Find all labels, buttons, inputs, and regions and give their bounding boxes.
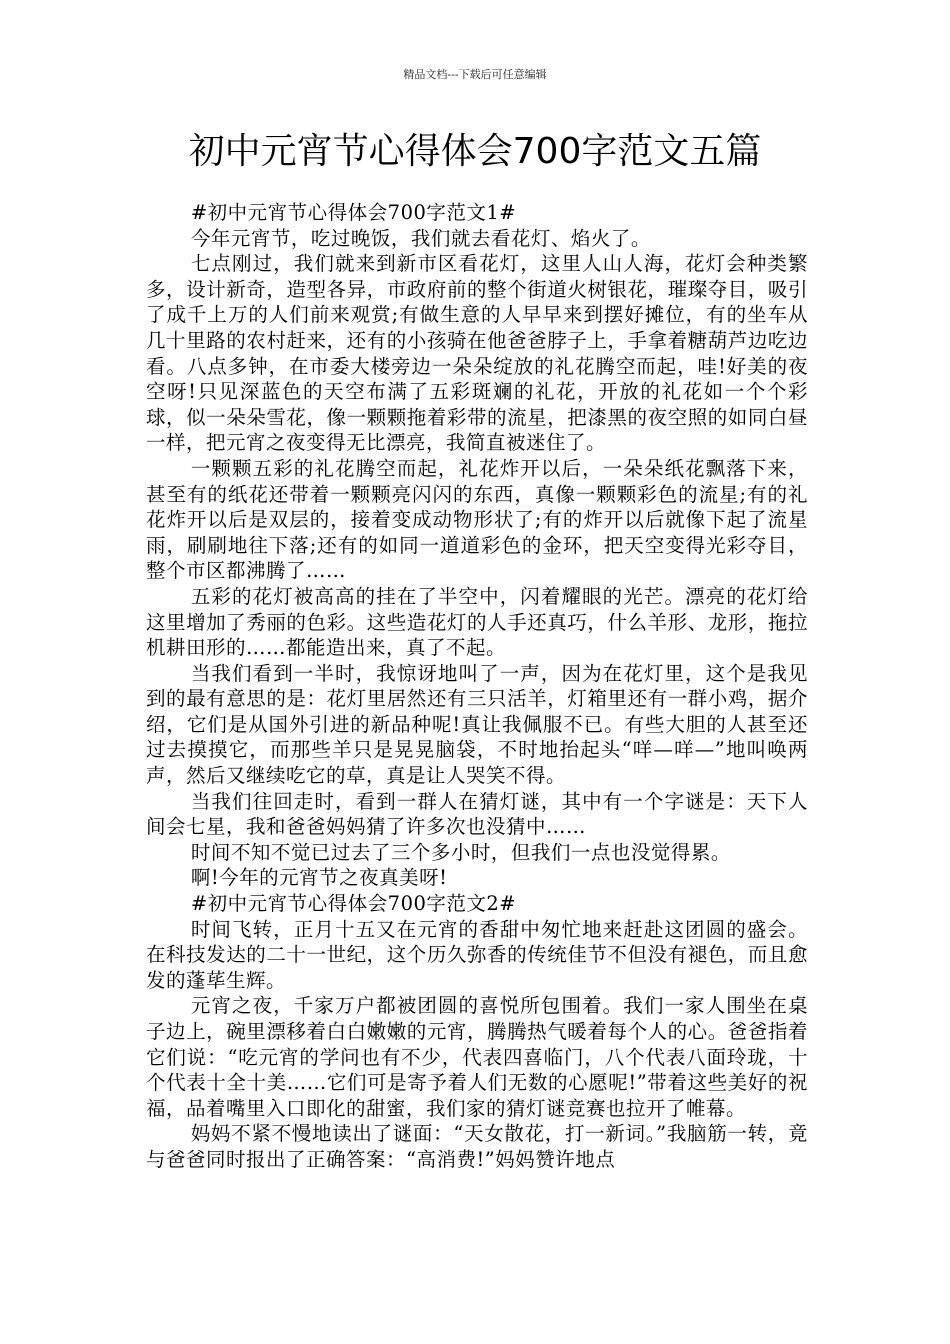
section-heading-1: #初中元宵节心得体会700字范文1#	[190, 201, 517, 224]
paragraph: 五彩的花灯被高高的挂在了半空中，闪着耀眼的光芒。漂亮的花灯给这里增加了秀丽的色彩。这些造花灯的人手还真巧，什么羊形、龙形，拖拉机耕田形的……都能造出来，真了不起。	[146, 584, 808, 660]
paragraph: 今年元宵节，吃过晚饭，我们就去看花灯、焰火了。	[190, 226, 651, 250]
paragraph: 元宵之夜，千家万户都被团圆的喜悦所包围着。我们一家人围坐在桌子边上，碗里漂移着白白嫩嫩的元宵，腾腾热气暖着每个人的心。爸爸指着它们说：“吃元宵的学问也有不少，代表四喜临门，八个代表八面玲珑，十个代表十全十美……它们可是寄予着人们无数的心愿呢!”带着这些美好的祝福，品着嘴里入口即化的甜蜜，我们家的猜灯谜竞赛也拉开了帷幕。	[146, 994, 808, 1120]
header-note: 精品文档---下载后可任意编辑	[403, 68, 547, 81]
section-heading-2: #初中元宵节心得体会700字范文2#	[190, 892, 517, 916]
paragraph: 时间飞转，正月十五又在元宵的香甜中匆忙地来赶赴这团圆的盛会。在科技发达的二十一世纪，这个历久弥香的传统佳节不但没有褪色，而且愈发的蓬荜生辉。	[146, 917, 808, 992]
paragraph: 一颗颗五彩的礼花腾空而起，礼花炸开以后，一朵朵纸花飘落下来，甚至有的纸花还带着一颗颗亮闪闪的东西，真像一颗颗彩色的流星;有的礼花炸开以后是双层的，接着变成动物形状了;有的炸开以后就像下起了流星雨，刷刷地往下落;还有的如同一道道彩色的金环，把天空变得光彩夺目，整个市区都沸腾了……	[146, 456, 808, 583]
paragraph: 时间不知不觉已过去了三个多小时，但我们一点也没觉得累。	[190, 840, 731, 864]
paragraph: 妈妈不紧不慢地读出了谜面：“天女散花，打一新词。”我脑筋一转，竟与爸爸同时报出了正确答案：“高消费!”妈妈赞许地点	[146, 1122, 808, 1171]
paragraph: 当我们往回走时，看到一群人在猜灯谜，其中有一个字谜是：天下人间会七星，我和爸爸妈妈猜了许多次也没猜中……	[146, 789, 808, 839]
document-body	[146, 200, 808, 1173]
page-title: 初中元宵节心得体会700字范文五篇	[188, 131, 762, 172]
paragraph: 当我们看到一半时，我惊讶地叫了一声，因为在花灯里，这个是我见到的最有意思的是：花灯里居然还有三只活羊，灯箱里还有一群小鸡，据介绍，它们是从国外引进的新品种呢!真让我佩服不已。有些大胆的人甚至还过去摸摸它，而那些羊只是晃晃脑袋，不时地抬起头“咩—咩—”地叫唤两声，然后又继续吃它的草，真是让人哭笑不得。	[146, 661, 808, 788]
paragraph: 七点刚过，我们就来到新市区看花灯，这里人山人海，花灯会种类繁多，设计新奇，造型各异，市政府前的整个街道火树银花，璀璨夺目，吸引了成千上万的人们前来观赏;有做生意的人早早来到摆好摊位，有的坐车从几十里路的农村赶来，还有的小孩骑在他爸爸脖子上，手拿着糖葫芦边吃边看。八点多钟，在市委大楼旁边一朵朵绽放的礼花腾空而起，哇!好美的夜空呀!只见深蓝色的天空布满了五彩斑斓的礼花，开放的礼花如一个个彩球，似一朵朵雪花，像一颗颗拖着彩带的流星，把漆黑的夜空照的如同白昼一样，把元宵之夜变得无比漂亮，我简直被迷住了。	[146, 252, 808, 455]
paragraph: 啊!今年的元宵节之夜真美呀!	[190, 866, 448, 890]
